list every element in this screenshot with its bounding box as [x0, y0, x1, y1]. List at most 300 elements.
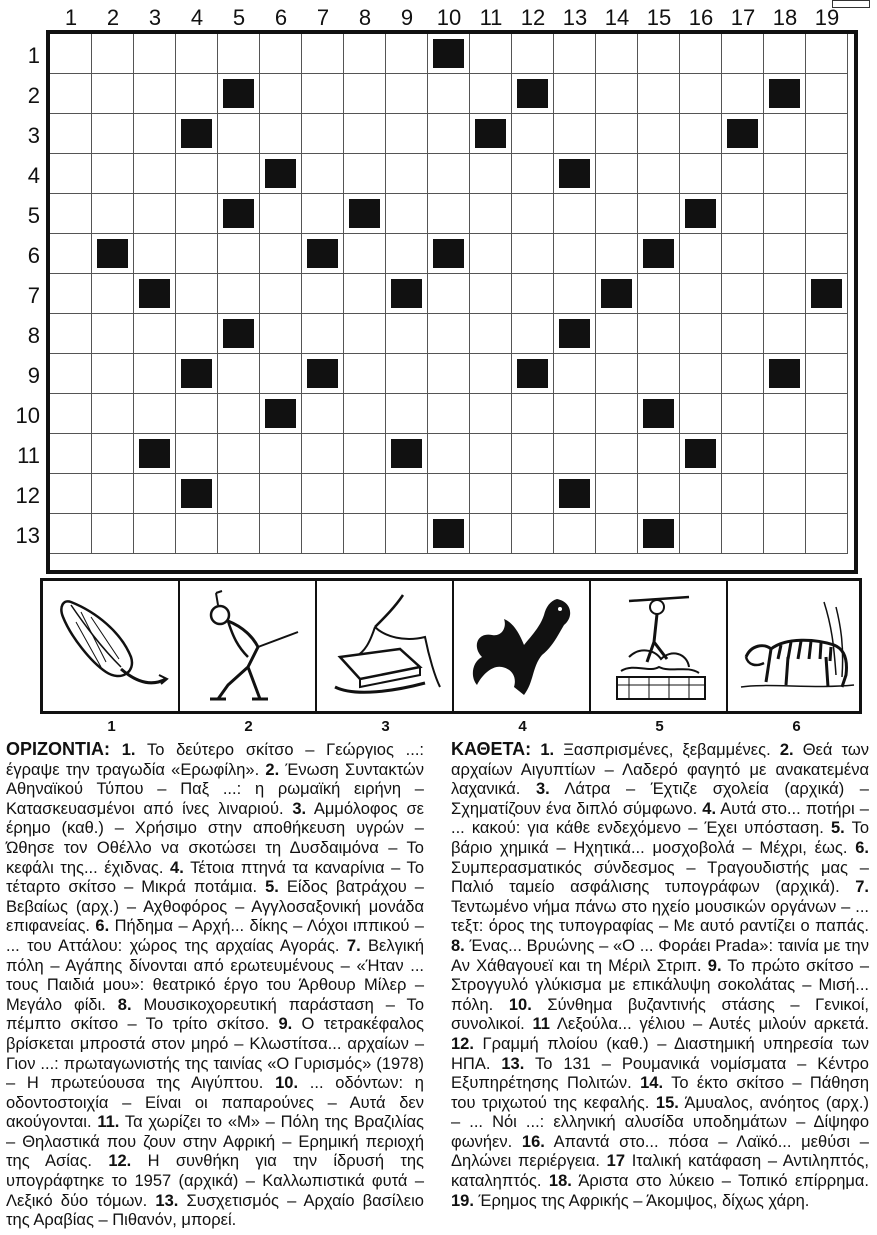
letter-cell[interactable]: [134, 194, 176, 234]
letter-cell[interactable]: [554, 74, 596, 114]
letter-cell[interactable]: [764, 114, 806, 154]
letter-cell[interactable]: [428, 354, 470, 394]
clue-text: Τέτοια πτηνά τα καναρίνια – Το τέταρτο σκίτσο – Μικρά ποτάμια.: [6, 858, 425, 897]
clue-number: 7.: [346, 936, 361, 955]
letter-cell[interactable]: [92, 354, 134, 394]
letter-cell[interactable]: [680, 74, 722, 114]
column-number: 11: [479, 5, 503, 30]
letter-cell[interactable]: [260, 314, 302, 354]
letter-cell[interactable]: [806, 234, 848, 274]
letter-cell[interactable]: [596, 114, 638, 154]
letter-cell[interactable]: [302, 114, 344, 154]
letter-cell[interactable]: [92, 274, 134, 314]
column-number: 9: [400, 5, 414, 30]
letter-cell[interactable]: [260, 114, 302, 154]
black-cell: [470, 114, 512, 154]
down-heading: ΚΑΘΕΤΑ:: [451, 739, 532, 759]
column-number: 19: [814, 5, 840, 30]
letter-cell[interactable]: [722, 474, 764, 514]
letter-cell[interactable]: [764, 314, 806, 354]
clue-text: Ένωση Συντακτών Αθηναϊκού Τύπου – Παξ ...: η ρωμαϊκή ειρήνη – Κατασκευασμένοι από ίνες λιναριού.: [6, 760, 424, 818]
letter-cell[interactable]: [638, 34, 680, 74]
letter-cell[interactable]: [92, 434, 134, 474]
letter-cell[interactable]: [764, 274, 806, 314]
letter-cell[interactable]: [470, 154, 512, 194]
letter-cell[interactable]: [260, 434, 302, 474]
letter-cell[interactable]: [680, 274, 722, 314]
clue-number: 13.: [155, 1191, 179, 1210]
letter-cell[interactable]: [470, 474, 512, 514]
letter-cell[interactable]: [176, 194, 218, 234]
across-clues: [6, 740, 424, 1231]
letter-cell[interactable]: [638, 114, 680, 154]
row-number: 13: [15, 523, 40, 548]
letter-cell[interactable]: [680, 114, 722, 154]
letter-cell[interactable]: [554, 234, 596, 274]
letter-cell[interactable]: [92, 314, 134, 354]
letter-cell[interactable]: [134, 474, 176, 514]
letter-cell[interactable]: [806, 394, 848, 434]
letter-cell[interactable]: [302, 274, 344, 314]
letter-cell[interactable]: [50, 114, 92, 154]
letter-cell[interactable]: [638, 434, 680, 474]
letter-cell[interactable]: [806, 474, 848, 514]
letter-cell[interactable]: [386, 34, 428, 74]
column-number: 10: [436, 5, 462, 30]
sketch-number: 1: [107, 718, 116, 735]
letter-cell[interactable]: [470, 194, 512, 234]
letter-cell[interactable]: [428, 74, 470, 114]
row-number: 3: [27, 123, 40, 148]
letter-cell[interactable]: [386, 74, 428, 114]
clue-number: 10.: [275, 1074, 299, 1093]
letter-cell[interactable]: [470, 274, 512, 314]
clue-text: Άριστα στο λύκειο – Τοπικό επίρρημα.: [578, 1172, 869, 1191]
letter-cell[interactable]: [302, 474, 344, 514]
letter-cell[interactable]: [302, 314, 344, 354]
letter-cell[interactable]: [218, 34, 260, 74]
letter-cell[interactable]: [512, 234, 554, 274]
letter-cell[interactable]: [806, 74, 848, 114]
letter-cell[interactable]: [764, 514, 806, 554]
letter-cell[interactable]: [50, 474, 92, 514]
letter-cell[interactable]: [344, 354, 386, 394]
letter-cell[interactable]: [50, 354, 92, 394]
letter-cell[interactable]: [680, 314, 722, 354]
letter-cell[interactable]: [344, 74, 386, 114]
letter-cell[interactable]: [50, 314, 92, 354]
letter-cell[interactable]: [596, 514, 638, 554]
letter-cell[interactable]: [470, 34, 512, 74]
row-number: 9: [27, 363, 40, 388]
letter-cell[interactable]: [50, 514, 92, 554]
letter-cell[interactable]: [722, 354, 764, 394]
letter-cell[interactable]: [596, 354, 638, 394]
letter-cell[interactable]: [344, 434, 386, 474]
letter-cell[interactable]: [638, 194, 680, 234]
letter-cell[interactable]: [638, 314, 680, 354]
black-cell: [638, 234, 680, 274]
letter-cell[interactable]: [554, 34, 596, 74]
letter-cell[interactable]: [680, 234, 722, 274]
letter-cell[interactable]: [176, 274, 218, 314]
clue-number: 12.: [108, 1152, 132, 1171]
letter-cell[interactable]: [722, 434, 764, 474]
letter-cell[interactable]: [680, 34, 722, 74]
row-number: 2: [27, 83, 40, 108]
letter-cell[interactable]: [92, 154, 134, 194]
clue-number: 4.: [702, 799, 717, 818]
sketch-1: [43, 581, 180, 711]
letter-cell[interactable]: [806, 434, 848, 474]
clue-number: 5.: [265, 878, 279, 897]
black-cell: [638, 394, 680, 434]
letter-cell[interactable]: [470, 394, 512, 434]
letter-cell[interactable]: [428, 314, 470, 354]
letter-cell[interactable]: [176, 434, 218, 474]
letter-cell[interactable]: [722, 74, 764, 114]
letter-cell[interactable]: [302, 434, 344, 474]
letter-cell[interactable]: [512, 314, 554, 354]
letter-cell[interactable]: [596, 394, 638, 434]
letter-cell[interactable]: [260, 234, 302, 274]
letter-cell[interactable]: [260, 474, 302, 514]
column-number: 8: [358, 5, 372, 30]
letter-cell[interactable]: [344, 514, 386, 554]
letter-cell[interactable]: [764, 394, 806, 434]
letter-cell[interactable]: [428, 194, 470, 234]
letter-cell[interactable]: [386, 314, 428, 354]
letter-cell[interactable]: [134, 314, 176, 354]
sketch-6: [728, 581, 865, 711]
letter-cell[interactable]: [470, 354, 512, 394]
letter-cell[interactable]: [218, 154, 260, 194]
letter-cell[interactable]: [722, 394, 764, 434]
letter-cell[interactable]: [596, 314, 638, 354]
letter-cell[interactable]: [512, 474, 554, 514]
black-cell: [428, 34, 470, 74]
black-cell: [218, 314, 260, 354]
letter-cell[interactable]: [428, 274, 470, 314]
letter-cell[interactable]: [428, 434, 470, 474]
letter-cell[interactable]: [344, 274, 386, 314]
black-cell: [344, 194, 386, 234]
letter-cell[interactable]: [134, 74, 176, 114]
letter-cell[interactable]: [764, 34, 806, 74]
letter-cell[interactable]: [512, 514, 554, 554]
letter-cell[interactable]: [596, 234, 638, 274]
black-cell: [176, 114, 218, 154]
clue-number: 5.: [830, 819, 845, 838]
letter-cell[interactable]: [470, 234, 512, 274]
black-cell: [680, 194, 722, 234]
column-number: 14: [604, 5, 630, 30]
letter-cell[interactable]: [176, 514, 218, 554]
letter-cell[interactable]: [680, 474, 722, 514]
black-cell: [134, 434, 176, 474]
black-cell: [512, 74, 554, 114]
letter-cell[interactable]: [134, 34, 176, 74]
tiger-icon: [736, 587, 856, 705]
letter-cell[interactable]: [764, 194, 806, 234]
letter-cell[interactable]: [806, 114, 848, 154]
letter-cell[interactable]: [764, 474, 806, 514]
letter-cell[interactable]: [596, 434, 638, 474]
letter-cell[interactable]: [386, 154, 428, 194]
letter-cell[interactable]: [386, 514, 428, 554]
letter-cell[interactable]: [302, 394, 344, 434]
letter-cell[interactable]: [512, 154, 554, 194]
letter-cell[interactable]: [554, 354, 596, 394]
letter-cell[interactable]: [176, 234, 218, 274]
letter-cell[interactable]: [134, 114, 176, 154]
black-cell: [176, 354, 218, 394]
cradle-icon: [325, 587, 445, 705]
letter-cell[interactable]: [218, 234, 260, 274]
letter-cell[interactable]: [806, 514, 848, 554]
letter-cell[interactable]: [764, 434, 806, 474]
letter-cell[interactable]: [638, 354, 680, 394]
letter-cell[interactable]: [596, 74, 638, 114]
clue-number: 8.: [451, 936, 465, 955]
letter-cell[interactable]: [764, 154, 806, 194]
sketch-number: 6: [792, 718, 801, 735]
letter-cell[interactable]: [50, 34, 92, 74]
clue-number: 14.: [640, 1074, 664, 1093]
letter-cell[interactable]: [470, 314, 512, 354]
letter-cell[interactable]: [722, 154, 764, 194]
black-cell: [386, 274, 428, 314]
sketch-number: 2: [244, 718, 253, 735]
letter-cell[interactable]: [512, 194, 554, 234]
letter-cell[interactable]: [344, 474, 386, 514]
letter-cell[interactable]: [386, 194, 428, 234]
letter-cell[interactable]: [386, 354, 428, 394]
letter-cell[interactable]: [596, 154, 638, 194]
black-cell: [176, 474, 218, 514]
column-number: 2: [106, 5, 120, 30]
black-cell: [302, 234, 344, 274]
letter-cell[interactable]: [554, 394, 596, 434]
letter-cell[interactable]: [470, 74, 512, 114]
letter-cell[interactable]: [470, 434, 512, 474]
letter-cell[interactable]: [50, 154, 92, 194]
letter-cell[interactable]: [176, 314, 218, 354]
clue-number: 17: [606, 1152, 626, 1171]
letter-cell[interactable]: [218, 274, 260, 314]
letter-cell[interactable]: [218, 394, 260, 434]
black-cell: [764, 354, 806, 394]
letter-cell[interactable]: [302, 74, 344, 114]
letter-cell[interactable]: [554, 114, 596, 154]
letter-cell[interactable]: [806, 194, 848, 234]
letter-cell[interactable]: [638, 474, 680, 514]
letter-cell[interactable]: [764, 234, 806, 274]
letter-cell[interactable]: [302, 514, 344, 554]
letter-cell[interactable]: [134, 394, 176, 434]
letter-cell[interactable]: [638, 74, 680, 114]
column-number: 13: [562, 5, 588, 30]
black-cell: [596, 274, 638, 314]
letter-cell[interactable]: [722, 514, 764, 554]
letter-cell[interactable]: [134, 154, 176, 194]
row-number: 12: [15, 483, 40, 508]
fencer-icon: [188, 587, 308, 705]
letter-cell[interactable]: [344, 114, 386, 154]
letter-cell[interactable]: [260, 354, 302, 394]
letter-cell[interactable]: [134, 354, 176, 394]
letter-cell[interactable]: [638, 154, 680, 194]
letter-cell[interactable]: [386, 114, 428, 154]
black-cell: [134, 274, 176, 314]
sketch-4: [454, 581, 591, 711]
column-number: 1: [64, 5, 78, 30]
clue-text: Μουσικοχορευτική παράσταση – Το πέμπτο σκίτσο – Το τρίτο σκίτσο.: [6, 995, 424, 1034]
letter-cell[interactable]: [302, 154, 344, 194]
letter-cell[interactable]: [722, 274, 764, 314]
letter-cell[interactable]: [344, 154, 386, 194]
black-cell: [680, 434, 722, 474]
letter-cell[interactable]: [92, 114, 134, 154]
clue-number: 11: [532, 1015, 550, 1034]
letter-cell[interactable]: [470, 514, 512, 554]
letter-cell[interactable]: [386, 234, 428, 274]
letter-cell[interactable]: [134, 514, 176, 554]
clue-text: Το βάριο χημικά – Ηχητικά... μοσχοβολά – Μέχρι, έως.: [451, 819, 870, 857]
letter-cell[interactable]: [554, 514, 596, 554]
clue-text: Σύνθημα βυζαντινής στάσης – Γενικοί, συνολικοί.: [451, 995, 869, 1034]
letter-cell[interactable]: [92, 514, 134, 554]
black-cell: [302, 354, 344, 394]
letter-cell[interactable]: [722, 34, 764, 74]
letter-cell[interactable]: [92, 474, 134, 514]
letter-cell[interactable]: [260, 194, 302, 234]
letter-cell[interactable]: [134, 234, 176, 274]
letter-cell[interactable]: [218, 434, 260, 474]
letter-cell[interactable]: [92, 194, 134, 234]
letter-cell[interactable]: [50, 74, 92, 114]
clue-text: Συσχετισμός – Αρχαίο βασίλειο της Αραβίας – Πιθανόν, μπορεί.: [6, 1191, 424, 1230]
letter-cell[interactable]: [512, 34, 554, 74]
black-cell: [92, 234, 134, 274]
letter-cell[interactable]: [680, 154, 722, 194]
letter-cell[interactable]: [722, 234, 764, 274]
letter-cell[interactable]: [344, 394, 386, 434]
letter-cell[interactable]: [722, 314, 764, 354]
letter-cell[interactable]: [344, 314, 386, 354]
clue-text: Συμπερασματικός σύνδεσμος – Τραγουδιστής μας – Παλιό ταμείο ασφάλισης τυπογράφων (αρχικά).: [451, 858, 869, 897]
letter-cell[interactable]: [680, 514, 722, 554]
letter-cell[interactable]: [176, 34, 218, 74]
letter-cell[interactable]: [176, 154, 218, 194]
clue-number: 1.: [540, 741, 555, 759]
column-number: 6: [274, 5, 288, 30]
letter-cell[interactable]: [176, 74, 218, 114]
letter-cell[interactable]: [92, 394, 134, 434]
letter-cell[interactable]: [260, 34, 302, 74]
clue-number: 4.: [170, 858, 184, 877]
letter-cell[interactable]: [512, 394, 554, 434]
clue-number: 2.: [265, 760, 280, 779]
letter-cell[interactable]: [596, 474, 638, 514]
letter-cell[interactable]: [50, 234, 92, 274]
letter-cell[interactable]: [260, 514, 302, 554]
letter-cell[interactable]: [806, 34, 848, 74]
letter-cell[interactable]: [302, 194, 344, 234]
row-number: 8: [27, 323, 40, 348]
clue-text: Ιταλική κατάφαση – Αντιληπτός, καταληπτός.: [451, 1152, 869, 1191]
clue-number: 7.: [855, 878, 870, 897]
letter-cell[interactable]: [50, 394, 92, 434]
letter-cell[interactable]: [176, 394, 218, 434]
letter-cell[interactable]: [428, 474, 470, 514]
clue-number: 3.: [292, 799, 307, 818]
clue-text: Αυτά στο... ποτήρι – ... κακού: για κάθε ενδεχόμενο – Έχει υπόσταση.: [451, 799, 869, 838]
letter-cell[interactable]: [260, 74, 302, 114]
black-cell: [806, 274, 848, 314]
letter-cell[interactable]: [680, 354, 722, 394]
column-number: 7: [316, 5, 330, 30]
letter-cell[interactable]: [386, 394, 428, 434]
letter-cell[interactable]: [638, 274, 680, 314]
clue-text: Η συνθήκη για την ίδρυσή της υπογράφτηκε το 1957 (αρχικά) – Καλλωπιστικά φυτά – Λεξικό δύο τόμων.: [6, 1152, 424, 1210]
letter-cell[interactable]: [596, 194, 638, 234]
letter-cell[interactable]: [428, 154, 470, 194]
clue-number: 13.: [501, 1054, 525, 1073]
letter-cell[interactable]: [344, 34, 386, 74]
letter-cell[interactable]: [50, 434, 92, 474]
letter-cell[interactable]: [92, 34, 134, 74]
letter-cell[interactable]: [218, 474, 260, 514]
letter-cell[interactable]: [50, 274, 92, 314]
letter-cell[interactable]: [512, 274, 554, 314]
letter-cell[interactable]: [512, 114, 554, 154]
column-number: 4: [190, 5, 204, 30]
row-number: 7: [27, 283, 40, 308]
letter-cell[interactable]: [386, 474, 428, 514]
letter-cell[interactable]: [428, 394, 470, 434]
letter-cell[interactable]: [218, 114, 260, 154]
letter-cell[interactable]: [344, 234, 386, 274]
letter-cell[interactable]: [260, 274, 302, 314]
letter-cell[interactable]: [680, 394, 722, 434]
letter-cell[interactable]: [512, 434, 554, 474]
letter-cell[interactable]: [428, 114, 470, 154]
letter-cell[interactable]: [302, 34, 344, 74]
clue-text: Έρημος της Αφρικής – Άκομψος, δίχως χάρη.: [478, 1191, 810, 1210]
clue-number: 9.: [707, 956, 722, 975]
letter-cell[interactable]: [722, 194, 764, 234]
letter-cell[interactable]: [806, 154, 848, 194]
letter-cell[interactable]: [218, 514, 260, 554]
clue-text: Τα χωρίζει το «Μ» – Πόλη της Βραζιλίας – Θηλαστικά που ζουν στην Αφρική – Ερημική περιοχή της Ασίας.: [6, 1113, 424, 1171]
sketch-number: 5: [655, 718, 664, 735]
crossword-grid: [46, 30, 858, 574]
letter-cell[interactable]: [806, 314, 848, 354]
black-cell: [218, 194, 260, 234]
letter-cell[interactable]: [50, 194, 92, 234]
letter-cell[interactable]: [806, 354, 848, 394]
letter-cell[interactable]: [218, 354, 260, 394]
black-cell: [386, 434, 428, 474]
letter-cell[interactable]: [554, 434, 596, 474]
letter-cell[interactable]: [92, 74, 134, 114]
letter-cell[interactable]: [554, 194, 596, 234]
fountain-statue-icon: [599, 587, 719, 705]
letter-cell[interactable]: [596, 34, 638, 74]
column-number: 18: [772, 5, 798, 30]
letter-cell[interactable]: [554, 274, 596, 314]
